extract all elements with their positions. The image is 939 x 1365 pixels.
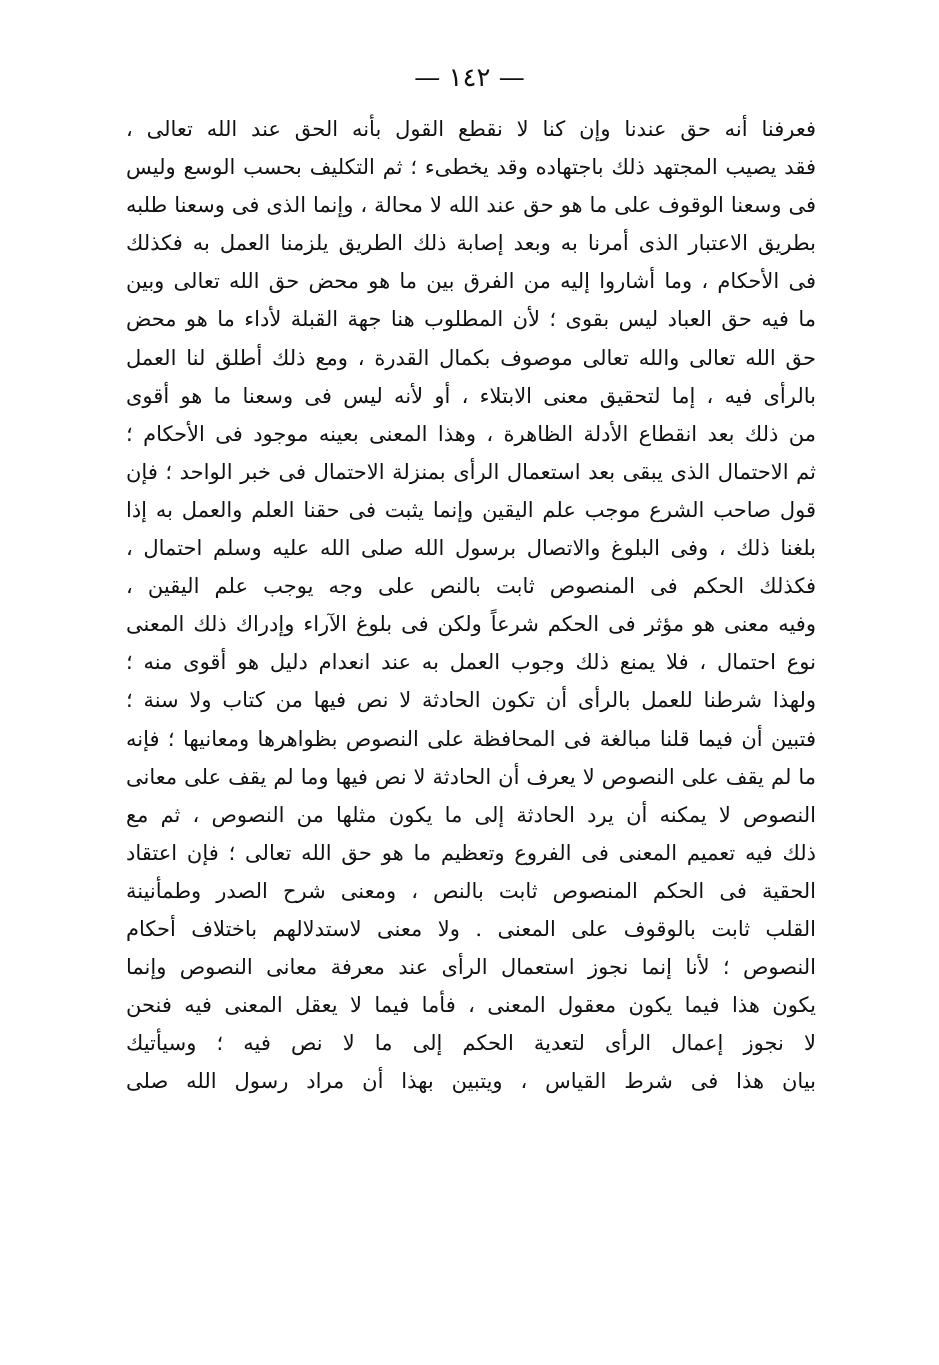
text-line-7: حق الله تعالى والله تعالى موصوف بكمال القدرة ، ومع ذلك أطلق لنا العمل: [126, 345, 816, 370]
text-line-19: النصوص لا يمكنه أن يرد الحادثة إلى ما يكون مثلها من النصوص ، ثم مع: [126, 802, 816, 827]
text-line-11: قول صاحب الشرع موجب علم اليقين وإنما يثبت فى حقنا العلم والعمل به إذا: [126, 497, 816, 522]
text-line-8: بالرأى فيه ، إما لتحقيق معنى الابتلاء ، أو لأنه ليس فى وسعنا ما هو أقوى: [126, 383, 816, 408]
text-line-23: النصوص ؛ لأنا إنما نجوز استعمال الرأى عند معرفة معانى النصوص وإنما: [126, 955, 816, 980]
text-line-4: بطريق الاعتبار الذى أمرنا به وبعد إصابة ذلك الطريق يلزمنا العمل به فكذلك: [126, 231, 816, 256]
text-line-6: ما فيه حق العباد ليس بقوى ؛ لأن المطلوب هنا جهة القبلة لأداء ما هو محض: [126, 307, 816, 332]
text-line-15: نوع احتمال ، فلا يمنع ذلك وجوب العمل به عند انعدام دليل هو أقوى منه ؛: [126, 650, 816, 675]
text-line-5: فى الأحكام ، وما أشاروا إليه من الفرق بين ما هو محض حق الله تعالى وبين: [126, 269, 816, 294]
text-line-16: ولهذا شرطنا للعمل بالرأى أن تكون الحادثة لا نص فيها من كتاب ولا سنة ؛: [126, 688, 816, 713]
text-line-1: فعرفنا أنه حق عندنا وإن كنا لا نقطع القول بأنه الحق عند الله تعالى ،: [126, 117, 816, 141]
text-line-22: القلب ثابت بالوقوف على المعنى . ولا معنى لاستدلالهم باختلاف أحكام: [126, 916, 816, 941]
text-line-12: بلغنا ذلك ، وفى البلوغ والاتصال برسول الله صلى الله عليه وسلم احتمال ،: [126, 536, 816, 561]
body-text: [126, 110, 816, 1100]
text-line-24: يكون هذا فيما يكون معقول المعنى ، فأما فيما لا يعقل المعنى فيه فنحن: [126, 993, 816, 1018]
text-line-26: بيان هذا فى شرط القياس ، ويتبين بهذا أن مراد رسول الله صلى: [126, 1069, 816, 1094]
page-number: — ١٤٢ —: [414, 63, 525, 93]
text-line-3: فى وسعنا الوقوف على ما هو حق عند الله لا محالة ، وإنما الذى فى وسعنا طلبه: [126, 193, 816, 218]
text-line-20: ذلك فيه تعميم المعنى فى الفروع وتعظيم ما هو حق الله تعالى ؛ فإن اعتقاد: [126, 840, 816, 865]
text-line-10: ثم الاحتمال الذى يبقى بعد استعمال الرأى بمنزلة الاحتمال فى خبر الواحد ؛ فإن: [126, 459, 816, 484]
text-line-21: الحقية فى الحكم المنصوص ثابت بالنص ، ومعنى شرح الصدر وطمأنينة: [126, 878, 816, 903]
text-line-25: لا نجوز إعمال الرأى لتعدية الحكم إلى ما لا نص فيه ؛ وسيأتيك: [126, 1031, 816, 1056]
text-line-18: ما لم يقف على النصوص لا يعرف أن الحادثة لا نص فيها وما لم يقف على معانى: [126, 764, 816, 789]
text-line-14: وفيه معنى هو مؤثر فى الحكم شرعاً ولكن فى بلوغ الآراء وإدراك ذلك المعنى: [126, 612, 816, 637]
text-line-17: فتبين أن فيما قلنا مبالغة فى المحافظة على النصوص بظواهرها ومعانيها ؛ فإنه: [126, 726, 816, 751]
text-line-2: فقد يصيب المجتهد ذلك باجتهاده وقد يخطىء ؛ ثم التكليف بحسب الوسع وليس: [126, 155, 816, 180]
text-line-9: من ذلك بعد انقطاع الأدلة الظاهرة ، وهذا المعنى بعينه موجود فى الأحكام ؛: [126, 421, 816, 446]
text-line-13: فكذلك الحكم فى المنصوص ثابت بالنص على وجه يوجب علم اليقين ،: [126, 574, 816, 599]
